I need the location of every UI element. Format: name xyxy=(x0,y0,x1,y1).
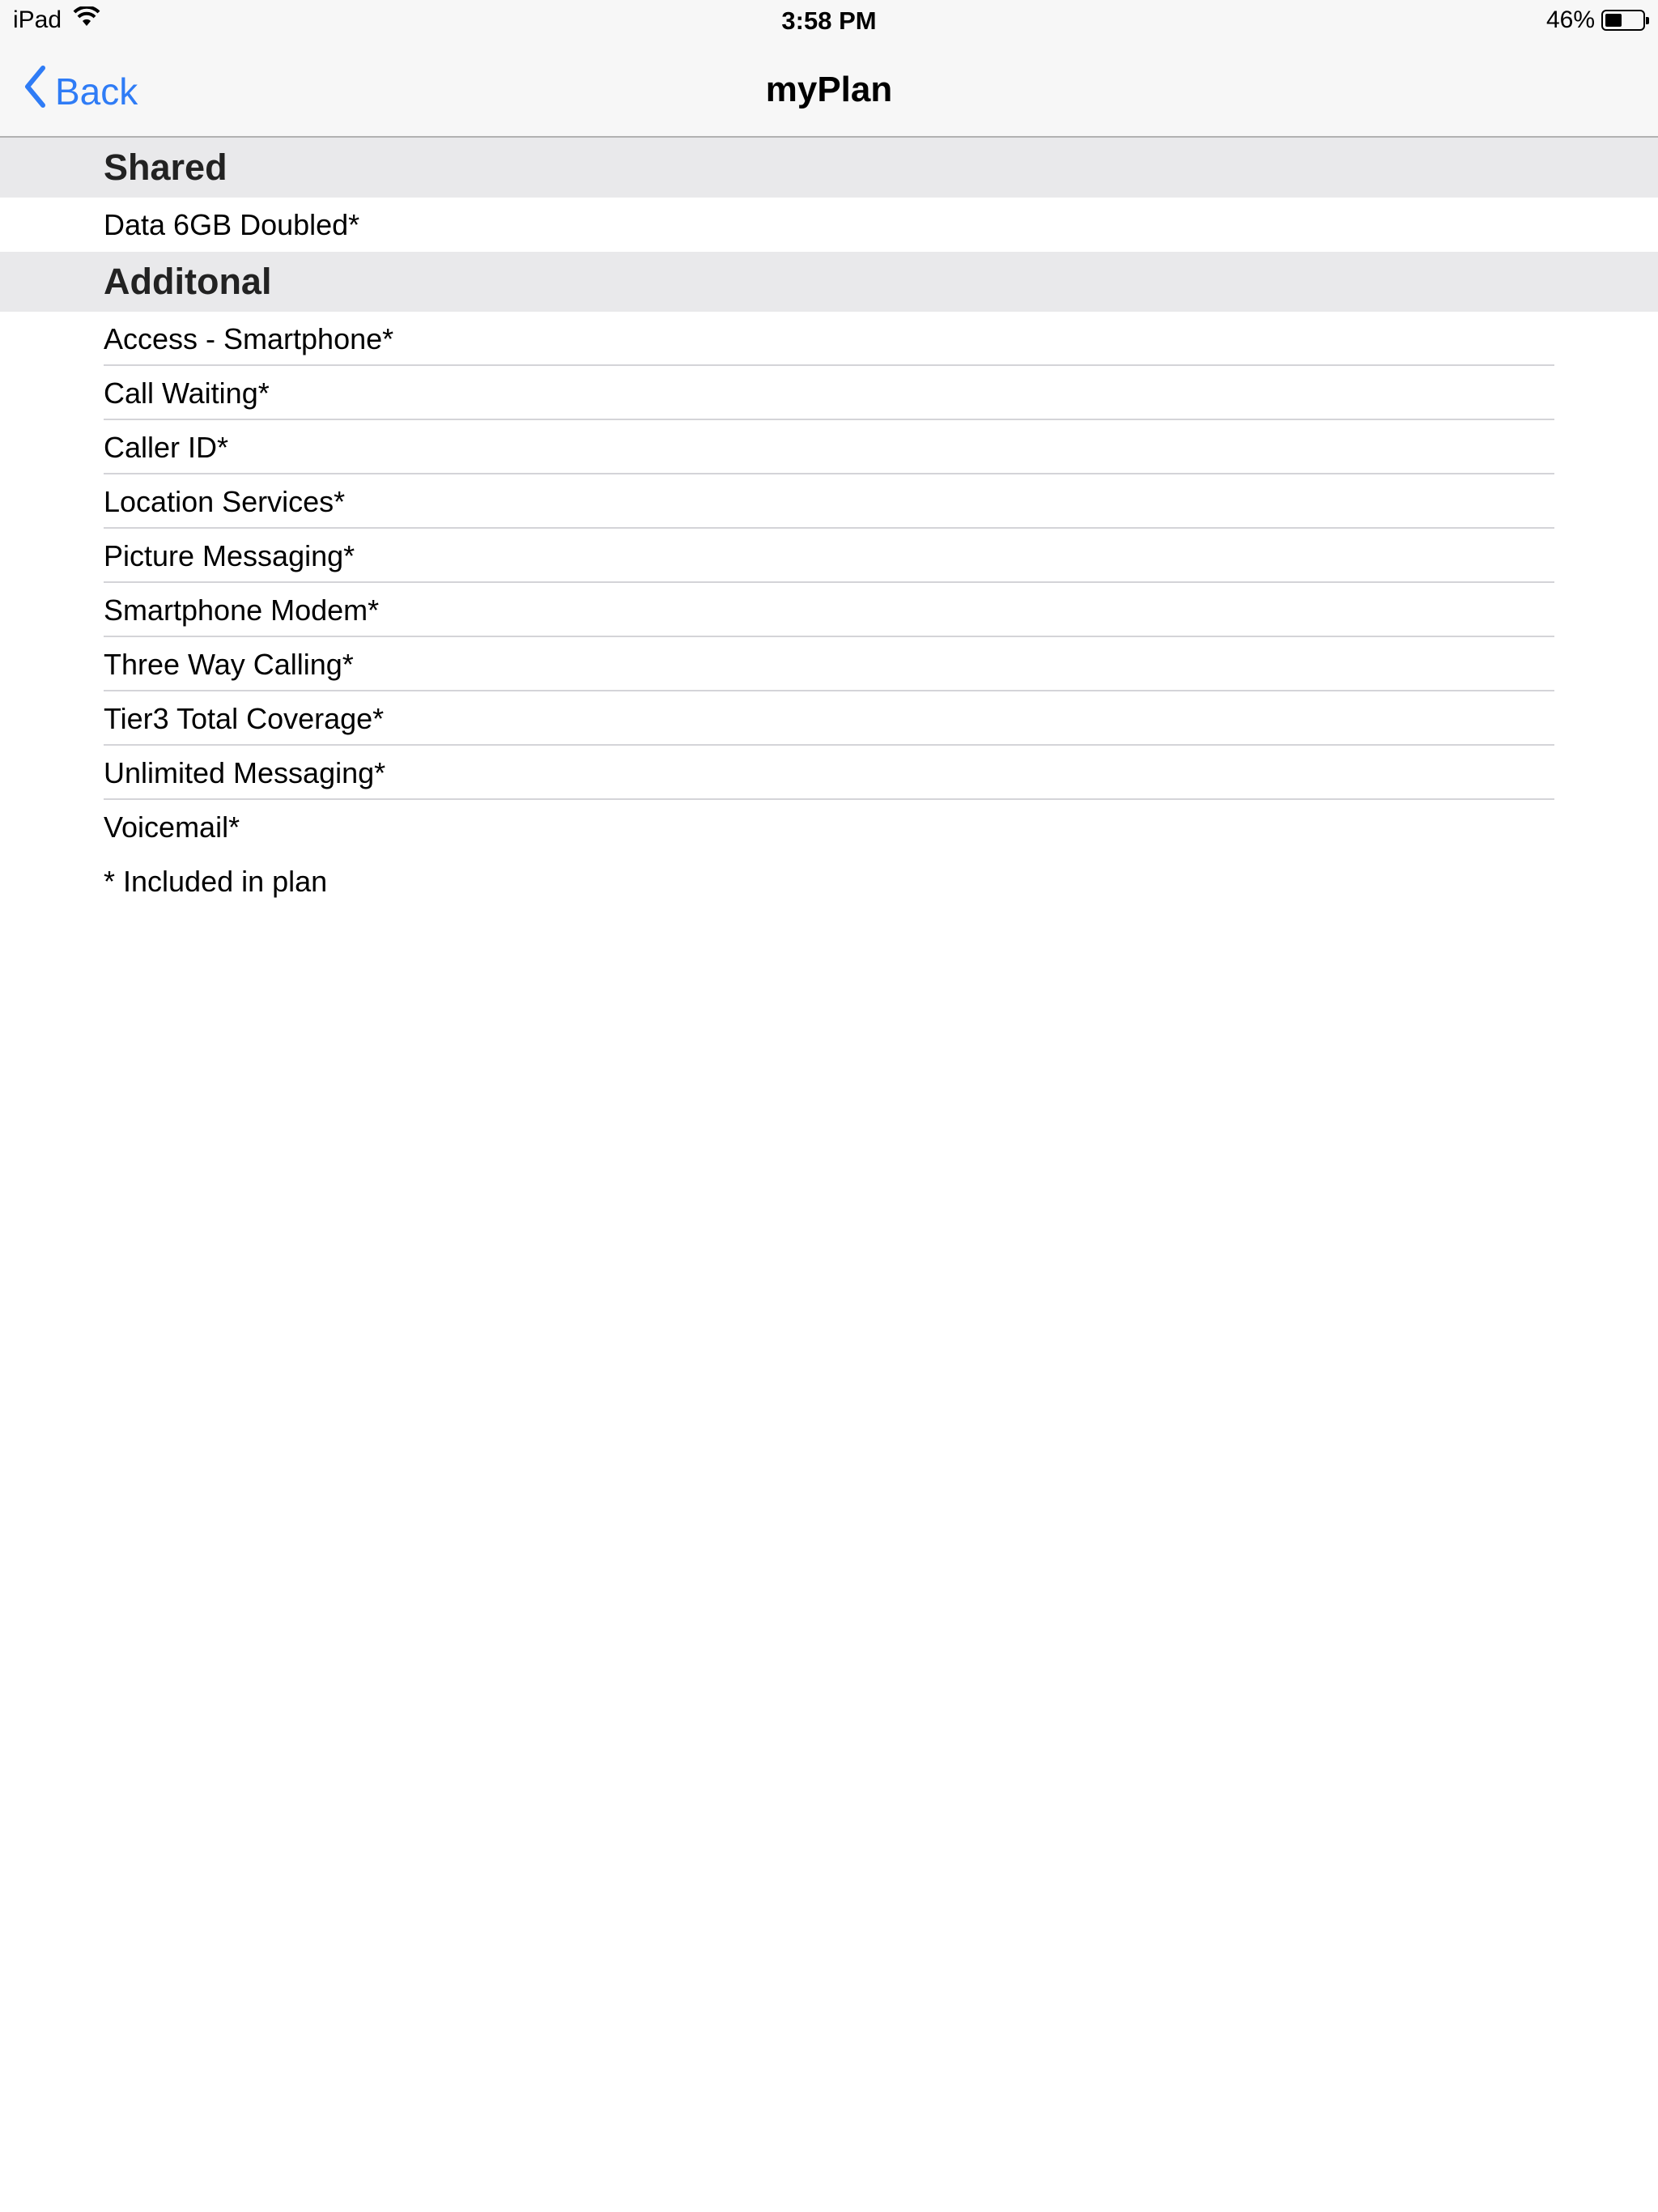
list-item: Tier3 Total Coverage* xyxy=(0,691,1658,746)
status-right xyxy=(1546,6,1645,34)
list-item: Unlimited Messaging* xyxy=(0,746,1658,800)
list-item: Picture Messaging* xyxy=(0,529,1658,583)
list-item: Three Way Calling* xyxy=(0,637,1658,691)
footnote: * Included in plan xyxy=(104,865,328,898)
list-item: Location Services* xyxy=(0,474,1658,529)
device-label: iPad xyxy=(13,6,62,33)
battery-icon xyxy=(1601,10,1645,31)
page-title: myPlan xyxy=(765,70,893,109)
list-item: Call Waiting* xyxy=(0,366,1658,420)
status-bar xyxy=(0,0,1658,45)
list-item: Data 6GB Doubled* xyxy=(0,198,1658,252)
section-header-additional: Additonal xyxy=(0,252,1658,312)
list-item: Access - Smartphone* xyxy=(0,312,1658,366)
status-time: 3:58 PM xyxy=(781,6,877,35)
section-header-shared: Shared xyxy=(0,138,1658,198)
list-item: Caller ID* xyxy=(0,420,1658,474)
back-label: Back xyxy=(55,70,138,113)
list-item: Smartphone Modem* xyxy=(0,583,1658,637)
navigation-bar xyxy=(0,45,1658,138)
battery-percent: 46% xyxy=(1545,6,1595,33)
battery-level xyxy=(1605,14,1622,27)
plan-list xyxy=(0,138,1658,908)
list-item: Voicemail* xyxy=(0,800,1658,854)
